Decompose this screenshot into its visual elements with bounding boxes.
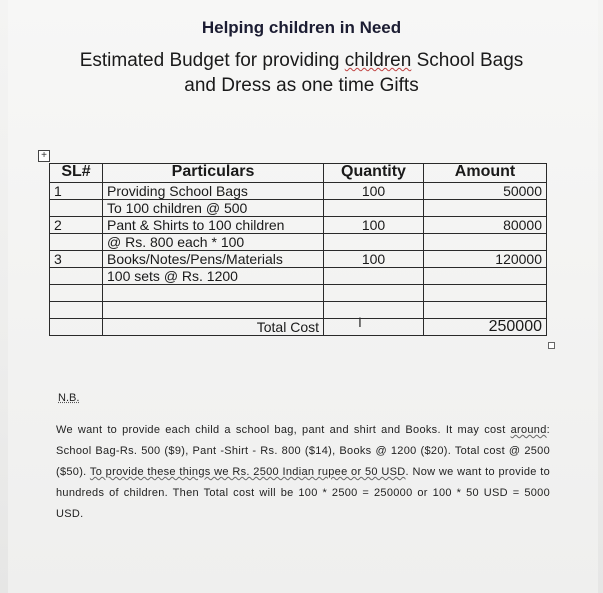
cell-particulars[interactable]: @ Rs. 800 each * 100	[103, 234, 324, 251]
cell-amount[interactable]: 120000	[424, 251, 547, 268]
table-row	[50, 217, 547, 234]
title-part-c: School Bags	[411, 50, 524, 71]
total-cost-label[interactable]: Total Cost	[103, 319, 324, 336]
table-resize-handle-icon[interactable]	[548, 342, 555, 349]
cell-empty[interactable]	[324, 319, 424, 336]
cell-empty[interactable]	[324, 302, 424, 319]
column-header-quantity: Quantity	[324, 164, 424, 183]
cell-quantity[interactable]: 100	[324, 251, 424, 268]
cell-particulars[interactable]: Pant & Shirts to 100 children	[103, 217, 324, 234]
cell-sl[interactable]	[50, 200, 103, 217]
title-line-2: and Dress as one time Gifts	[184, 75, 419, 96]
cell-particulars[interactable]: Books/Notes/Pens/Materials	[103, 251, 324, 268]
cell-amount[interactable]: 80000	[424, 217, 547, 234]
cell-particulars[interactable]: 100 sets @ Rs. 1200	[103, 268, 324, 285]
cell-empty[interactable]	[103, 285, 324, 302]
title-part-a: Estimated Budget for providing	[79, 50, 345, 71]
total-cost-amount[interactable]: 250000	[424, 319, 547, 336]
table-row	[50, 251, 547, 268]
cell-empty[interactable]	[424, 285, 547, 302]
table-row	[50, 183, 547, 200]
budget-table	[49, 163, 547, 336]
cell-empty[interactable]	[103, 302, 324, 319]
cell-empty[interactable]	[50, 319, 103, 336]
cell-sl[interactable]: 1	[50, 183, 103, 200]
cell-particulars[interactable]: Providing School Bags	[103, 183, 324, 200]
title-misspelled-word: children	[344, 50, 412, 71]
table-row-empty	[50, 302, 547, 319]
notes-text-2: : School Bag-Rs. 500 ($9), Pant -Shirt - Rs. 800 ($14), Books @ 1200 ($20). Total cost @ 2500 ($50).	[56, 424, 550, 478]
table-move-handle-icon[interactable]: +	[38, 150, 50, 162]
cell-quantity[interactable]: 100	[324, 183, 424, 200]
table-row-empty	[50, 285, 547, 302]
column-header-particulars: Particulars	[103, 164, 324, 183]
table-header-row	[50, 164, 547, 183]
org-title: Helping children in Need	[201, 18, 402, 37]
cell-particulars[interactable]: To 100 children @ 500	[103, 200, 324, 217]
notes-paragraph	[56, 420, 550, 525]
total-row	[50, 319, 547, 336]
column-header-sl: SL#	[50, 164, 103, 183]
cell-empty[interactable]	[50, 285, 103, 302]
column-header-amount: Amount	[424, 164, 547, 183]
cell-amount[interactable]	[424, 234, 547, 251]
notes-underlined-word: around	[510, 424, 547, 436]
cell-empty[interactable]	[50, 302, 103, 319]
cell-empty[interactable]	[424, 302, 547, 319]
cell-amount[interactable]	[424, 268, 547, 285]
text-cursor-icon: I	[358, 314, 362, 330]
notes-text-3: . Now we want to provide to hundreds of children. Then Total cost will be 100 * 2500 = 250000 or 100 * 50 USD = 5000 USD.	[56, 466, 550, 520]
table-row	[50, 268, 547, 285]
cell-quantity[interactable]: 100	[324, 217, 424, 234]
table-row	[50, 200, 547, 217]
table-row	[50, 234, 547, 251]
cell-amount[interactable]: 50000	[424, 183, 547, 200]
cell-sl[interactable]: 3	[50, 251, 103, 268]
notes-text-1: We want to provide each child a school bag, pant and shirt and Books. It may cost	[56, 424, 511, 436]
notes-underlined-sentence: To provide these things we Rs. 2500 Indian rupee or 50 USD	[89, 466, 406, 478]
notes-heading: N.B.	[58, 392, 80, 404]
cell-amount[interactable]	[424, 200, 547, 217]
cell-quantity[interactable]	[324, 268, 424, 285]
cell-sl[interactable]	[50, 268, 103, 285]
cell-quantity[interactable]	[324, 200, 424, 217]
cell-sl[interactable]	[50, 234, 103, 251]
cell-empty[interactable]	[324, 285, 424, 302]
cell-sl[interactable]: 2	[50, 217, 103, 234]
cell-quantity[interactable]	[324, 234, 424, 251]
document-title	[0, 48, 603, 98]
